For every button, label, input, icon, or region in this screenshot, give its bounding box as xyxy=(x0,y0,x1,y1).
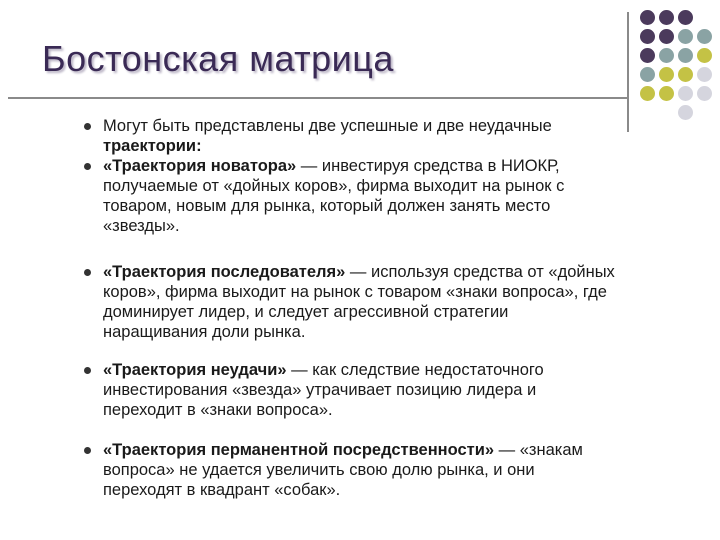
decorative-dot xyxy=(659,48,674,63)
bullet-text: Могут быть представлены две успешные и две неудачные xyxy=(103,117,552,135)
vertical-divider xyxy=(627,12,629,132)
bullet-text: наращивания доли рынка. xyxy=(103,323,306,341)
bullet-line xyxy=(103,380,703,400)
decorative-dot xyxy=(697,67,712,82)
bullet-dot-icon xyxy=(84,367,91,374)
bullet-line xyxy=(103,116,703,136)
bullet-item xyxy=(103,440,703,500)
bullet-line xyxy=(103,176,703,196)
decorative-dot xyxy=(678,48,693,63)
bullet-dot-icon xyxy=(84,123,91,130)
decorative-dot xyxy=(659,10,674,25)
bullet-dot-icon xyxy=(84,163,91,170)
bullet-text: коров», фирма выходит на рынок с товаром «знаки вопроса», где xyxy=(103,283,607,301)
bullet-line xyxy=(103,216,703,236)
bullet-line xyxy=(103,262,703,282)
bullet-text: траектории: xyxy=(103,137,202,155)
bullet-line xyxy=(103,282,703,302)
bullet-text: доминирует лидер, и следует агрессивной стратегии xyxy=(103,303,509,321)
bullet-line xyxy=(103,400,703,420)
bullet-text: получаемые от «дойных коров», фирма выходит на рынок с xyxy=(103,177,565,195)
bullet-item xyxy=(103,360,703,420)
decorative-dot xyxy=(659,86,674,101)
decorative-dot xyxy=(640,48,655,63)
decorative-dot xyxy=(697,29,712,44)
decorative-dot xyxy=(640,29,655,44)
bullet-text: — используя средства от «дойных xyxy=(345,263,615,281)
bullet-text: — инвестируя средства в НИОКР, xyxy=(296,157,560,175)
horizontal-divider xyxy=(8,97,628,99)
bullet-line xyxy=(103,440,703,460)
bullet-item xyxy=(103,156,703,236)
decorative-dot xyxy=(640,86,655,101)
decorative-dot xyxy=(659,67,674,82)
bullet-bold-term: «Траектория неудачи» xyxy=(103,361,287,379)
bullet-dot-icon xyxy=(84,269,91,276)
bullet-item xyxy=(103,262,703,342)
bullet-text: — как следствие недостаточного xyxy=(286,361,544,379)
decorative-dot xyxy=(640,67,655,82)
bullet-text: вопроса» не удается увеличить свою долю рынка, и они xyxy=(103,461,535,479)
slide-title: Бостонская матрица xyxy=(42,38,394,79)
bullet-line xyxy=(103,460,703,480)
bullet-text: инвестирования «звезда» утрачивает позицию лидера и xyxy=(103,381,537,399)
decorative-dot xyxy=(697,48,712,63)
bullet-text: переходит в «знаки вопроса». xyxy=(103,401,333,419)
bullet-line xyxy=(103,302,703,322)
bullet-line xyxy=(103,480,703,500)
bullet-bold-term: «Траектория последователя» xyxy=(103,263,346,281)
decorative-dot xyxy=(697,86,712,101)
bullet-bold-term: «Траектория новатора» xyxy=(103,157,297,175)
decorative-dot xyxy=(678,67,693,82)
bullet-line xyxy=(103,136,703,156)
bullet-line xyxy=(103,196,703,216)
bullet-item xyxy=(103,116,703,156)
bullet-line xyxy=(103,322,703,342)
decorative-dot xyxy=(678,29,693,44)
bullet-text: «звезды». xyxy=(103,217,180,235)
decorative-dot xyxy=(678,86,693,101)
bullet-line xyxy=(103,360,703,380)
bullet-text: — «знакам xyxy=(494,441,583,459)
bullet-dot-icon xyxy=(84,447,91,454)
bullet-bold-term: «Траектория перманентной посредственности» xyxy=(103,441,495,459)
decorative-dot xyxy=(678,10,693,25)
decorative-dot xyxy=(659,29,674,44)
bullet-text: переходят в квадрант «собак». xyxy=(103,481,341,499)
bullet-text: товаром, новым для рынка, который должен занять место xyxy=(103,197,551,215)
decorative-dot xyxy=(640,10,655,25)
bullet-line xyxy=(103,156,703,176)
